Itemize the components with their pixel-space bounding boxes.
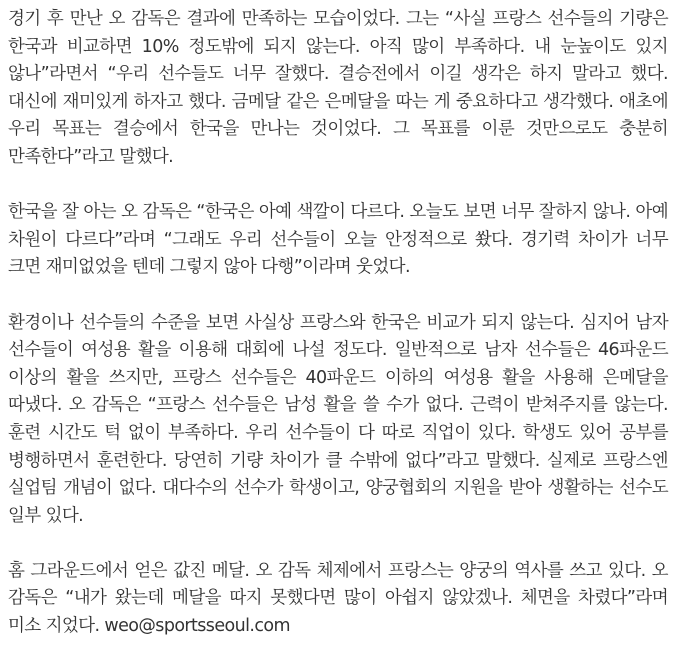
paragraph-training-environment: 환경이나 선수들의 수준을 보면 사실상 프랑스와 한국은 비교가 되지 않는다. 심지어 남자 선수들이 여성용 활을 이용해 대회에 나설 정도다. 일반적으로 남자 선수들은 46파운드 이상의 활을 쓰지만, 프랑스 선수들은 40파운드 이하의 여성용 활을 사용해 은메달을 따냈다. 오 감독은 “프랑스 선수들은 남성 활을 쓸 수가 없다. 근력이 받쳐주지를 않는다. 훈련 시간도 턱 없이 부족하다. 우리 선수들이 다 따로 직업이 있다. 학생도 있어 공부를 병행하면서 훈련한다. 당연히 기량 차이가 클 수밖에 없다”라고 말했다. 실제로 프랑스엔 실업팀 개념이 없다. 대다수의 선수가 학생이고, 양궁협회의 지원을 받아 생활하는 선수도 일부 있다. <box>8 312 668 526</box>
paragraph-closing: 홈 그라운드에서 얻은 값진 메달. 오 감독 체제에서 프랑스는 양궁의 역사를 쓰고 있다. 오 감독은 “내가 왔는데 메달을 따지 못했다면 많이 아쉽지 않았겠나. 체면을 차렸다”라며 미소 지었다. weo@sportsseoul.com <box>8 560 668 637</box>
paragraph-korea-comparison: 한국을 잘 아는 오 감독은 “한국은 아예 색깔이 다르다. 오늘도 보면 너무 잘하지 않나. 아예 차원이 다르다”라며 “그래도 우리 선수들이 오늘 안정적으로 쐈다. 경기력 차이가 너무 크면 재미없었을 텐데 그렇지 않아 다행”이라며 웃었다. <box>8 202 668 278</box>
paragraph-match-result: 경기 후 만난 오 감독은 결과에 만족하는 모습이었다. 그는 “사실 프랑스 선수들의 기량은 한국과 비교하면 10% 정도밖에 되지 않는다. 아직 많이 부족하다. 내 눈높이도 있지 않나”라면서 “우리 선수들도 너무 잘했다. 결승전에서 이길 생각은 하지 말라고 했다. 대신에 재미있게 하자고 했다. 금메달 같은 은메달을 따는 게 중요하다고 생각했다. 애초에 우리 목표는 결승에서 한국을 만나는 것이었다. 그 목표를 이룬 것만으로도 충분히 만족한다”라고 말했다. <box>8 9 668 167</box>
